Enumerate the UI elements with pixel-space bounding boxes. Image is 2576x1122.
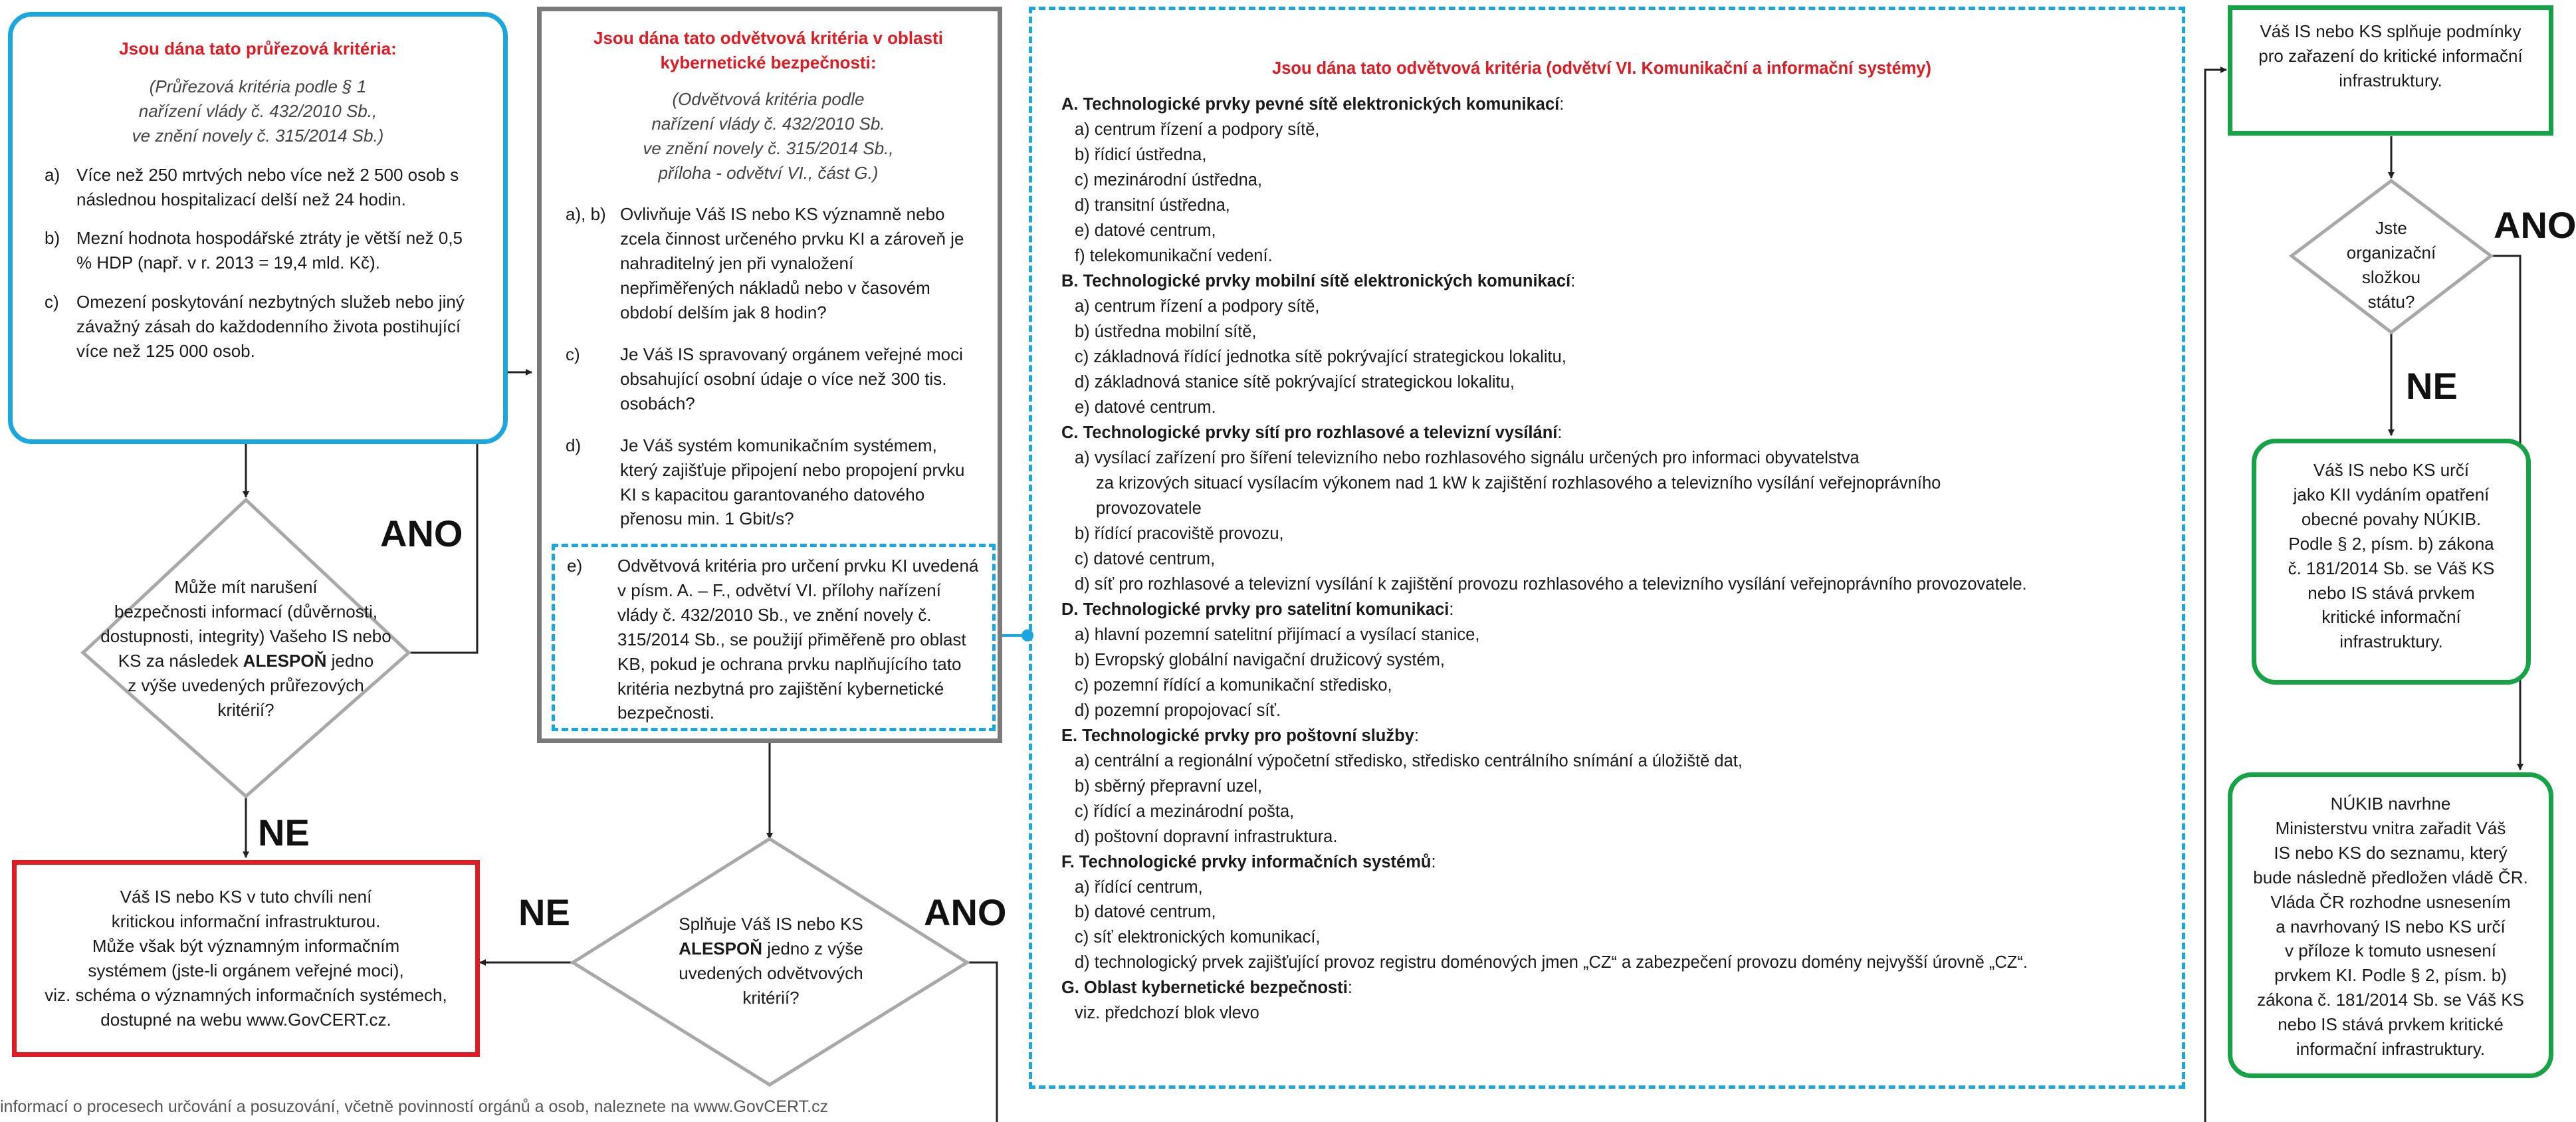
sector-vi-item: f) telekomunikační vedení. [1075,246,1273,265]
label-ano-3: ANO [2494,204,2576,246]
sector-criteria-item-e: e) Odvětvová kritéria pro určení prvku KI uvedená v písm. A. – F., odvětví VI. přílohy nařízení vlády č. 432/2010 Sb., ve znění novely č. 315/2014 Sb., se použijí přiměřeně pro oblast KB, pokud je ochrana prvku naplňujícího tato kritéria nezbytná pro zajištění kybernetické bezpečnosti. [552,544,996,731]
sector-vi-heading: B. Technologické prvky mobilní sítě elektronických komunikací: [1061,271,1576,290]
kii-eligible-box: Váš IS nebo KS splňuje podmínky pro zařazení do kritické informační infrastruktury. [2228,5,2553,136]
kii-by-government-box: NÚKIB navrhne Ministerstvu vnitra zařadit Váš IS nebo KS do seznamu, který bude následně předložen vládě ČR. Vláda ČR rozhodne usnesením a navrhovaný IS nebo KS určí v příloze k tomuto usnesení prvkem KI. Podle § 2, písm. b) zákona č. 181/2014 Sb. se Váš KS nebo IS stává prvkem kritické informační infrastruktury. [2228,772,2553,1078]
diamond2-text: Splňuje Váš IS nebo KS ALESPOŇ jedno z výše uvedených odvětvových kritérií? [679,914,863,1008]
sector-vi-item: c) pozemní řídící a komunikační středisko, [1075,675,1392,695]
cross-criteria-item: b) Mezní hodnota hospodářské ztráty je větší než 0,5 % HDP (např. v r. 2013 = 19,4 mld. Kč). [45,228,463,273]
sector-vi-heading: C. Technologické prvky sítí pro rozhlasové a televizní vysílání: [1061,423,1562,442]
footer-note: informací o procesech určování a posuzování, včetně povinností orgánů a osob, naleznete na www.GovCERT.cz [0,1097,829,1116]
sector-vi-item: za krizových situací vysílacím výkonem nad 1 kW k zajištění rozhlasového a televizního vysílání veřejnoprávního [1096,473,1941,493]
cross-criteria-title: Jsou dána tato průřezová kritéria: [119,39,397,58]
sector-vi-item: e) datové centrum. [1075,397,1216,417]
sector-vi-heading: G. Oblast kybernetické bezpečnosti: [1061,978,1352,998]
sector-criteria-title: Jsou dána tato odvětvová kritéria v oblasti kybernetické bezpečnosti: [593,28,943,72]
cross-criteria-item: a) Více než 250 mrtvých nebo více než 2 500 osob s následnou hospitalizací delší než 24 hodin. [45,164,459,209]
sector-vi-item: d) technologický prvek zajišťující provoz registru doménových jmen „CZ“ a zabezpečení provozu domény nejvyšší úrovně „CZ“. [1075,953,2028,972]
sector-criteria-item: d) Je Váš systém komunikačním systémem, který zajišťuje připojení nebo propojení prvku KI s kapacitou garantovaného datového přenosu min. 1 Gbit/s? [566,435,965,529]
sector-vi-item: a) řídící centrum, [1075,877,1203,897]
sector-vi-item: b) řídicí ústředna, [1075,145,1207,164]
cross-criteria-item: c) Omezení poskytování nezbytných služeb nebo jiný závažný zásah do každodenního života postihující více než 125 000 osob. [45,292,465,362]
sector-vi-item: d) pozemní propojovací síť. [1075,701,1281,720]
diamond3-text: Jste organizační složkou státu? [2346,218,2436,312]
sector-vi-heading: A. Technologické prvky pevné sítě elektronických komunikací: [1061,94,1564,114]
sector-vi-item: c) základnová řídící jednotka sítě pokrývající strategickou lokalitu, [1075,347,1566,366]
sector-vi-item: b) sběrný přepravní uzel, [1075,776,1263,796]
sector-criteria-item: c) Je Váš IS spravovaný orgánem veřejné moci obsahující osobní údaje o více než 300 tis. osobách? [566,344,963,413]
cross-criteria-subtitle: (Průřezová kritéria podle § 1 nařízení vlády č. 432/2010 Sb., ve znění novely č. 315/2014 Sb.) [132,76,384,146]
sector-vi-item: a) hlavní pozemní satelitní přijímací a vysílací stanice, [1075,625,1480,644]
sector-vi-item: a) centrum řízení a podpory sítě, [1075,296,1320,316]
sector-vi-item: a) centrum řízení a podpory sítě, [1075,120,1320,139]
label-ano-2: ANO [924,891,1007,933]
sector-vi-item: c) řídící a mezinárodní pošta, [1075,802,1295,821]
sector-vi-item: provozovatele [1096,499,1202,518]
sector-vi-item: c) datové centrum, [1075,549,1216,568]
label-ne-3: NE [2406,365,2458,407]
sector-vi-item: b) datové centrum, [1075,903,1216,922]
sector-vi-sections [1061,92,2169,1026]
arrow-to-green-top [2205,70,2226,1122]
sector-vi-item: viz. předchozí blok vlevo [1075,1004,1259,1023]
cross-criteria-box [8,12,508,444]
label-ne-1: NE [258,812,310,853]
sector-vi-item: d) transitní ústředna, [1075,195,1230,215]
sector-vi-item: a) centrální a regionální výpočetní středisko, středisko centrálního snímání a úložiště dat, [1075,751,1743,770]
sector-criteria-item: a), b) Ovlivňuje Váš IS nebo KS významně nebo zcela činnost určeného prvku KI a zároveň je nahraditelný jen při vynaložení nepřiměřených nákladů nebo v časovém období delším jak 8 hodin? [566,204,964,323]
not-kii-box: Váš IS nebo KS v tuto chvíli není kritickou informační infrastrukturou. Může však být významným informačním systémem (jste-li orgánem veřejné moci), viz. schéma o významných informačních systémech, dostupné na webu www.GovCERT.cz. [12,860,480,1057]
kii-by-nukib-box: Váš IS nebo KS určí jako KII vydáním opatření obecné povahy NÚKIB. Podle § 2, písm. b) zákona č. 181/2014 Sb. se Váš KS nebo IS stává prvkem kritické informační infrastruktury. [2252,439,2531,685]
arrow-diamond2-ano [967,962,997,1122]
sector-vi-item: a) vysílací zařízení pro šíření televizního nebo rozhlasového signálu určených pro informaci obyvatelstva [1075,448,1860,467]
label-ano-1: ANO [380,512,463,554]
sector-vi-item: d) základnová stanice sítě pokrývající strategickou lokalitu, [1075,372,1515,392]
sector-vi-item: c) síť elektronických komunikací, [1075,928,1321,947]
sector-vi-heading: F. Technologické prvky informačních systémů: [1061,852,1436,871]
sector-vi-heading: E. Technologické prvky pro poštovní služby: [1061,726,1419,745]
sector-vi-item: b) řídící pracoviště provozu, [1075,524,1284,543]
sector-vi-item: c) mezinárodní ústředna, [1075,170,1263,189]
sector-vi-item: e) datové centrum, [1075,221,1216,240]
sector-vi-item: b) Evropský globální navigační družicový systém, [1075,650,1445,669]
sector-vi-item: d) síť pro rozhlasové a televizní vysílání k zajištění provozu rozhlasového a televizního vysílání veřejnoprávního provozovatele. [1075,574,2027,594]
sector-vi-title: Jsou dána tato odvětvová kritéria (odvětví VI. Komunikační a informační systémy) [1272,59,1931,78]
sector-criteria-subtitle: (Odvětvová kritéria podle nařízení vlády č. 432/2010 Sb. ve znění novely č. 315/2014 Sb., příloha - odvětví VI., část G.) [643,88,894,183]
sector-vi-heading: D. Technologické prvky pro satelitní komunikaci: [1061,600,1454,619]
sector-vi-criteria-box [1029,7,2185,1089]
sector-vi-item: d) poštovní dopravní infrastruktura. [1075,827,1338,846]
label-ne-2: NE [518,891,570,933]
sector-vi-item: b) ústředna mobilní sítě, [1075,322,1257,341]
diamond1-text: Může mít narušení bezpečnosti informací (důvěrnosti, dostupnosti, integrity) Vašeho IS nebo KS za následek ALESPOŇ jedno z výše uvedených průřezových kritérií? [100,577,391,720]
